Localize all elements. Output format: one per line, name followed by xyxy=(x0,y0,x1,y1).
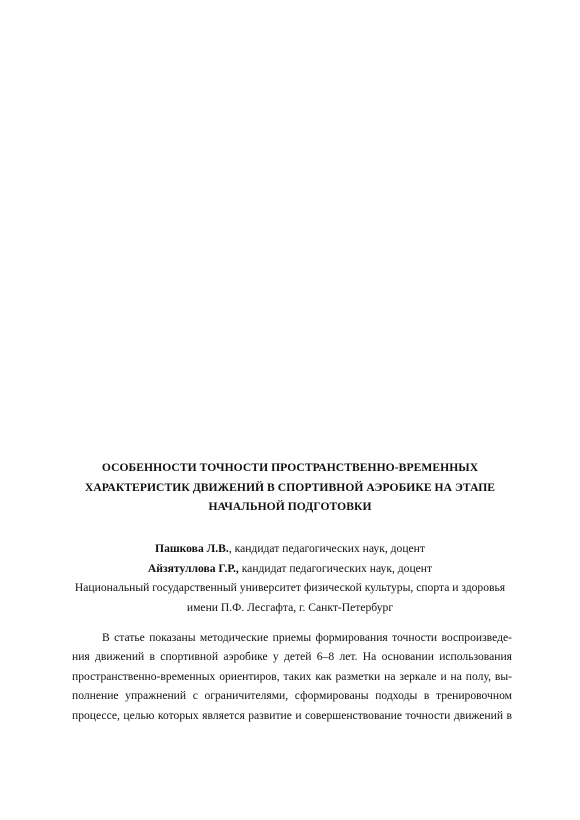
affiliation-line: Национальный государственный университет физической культуры, спорта и здоровья xyxy=(74,581,506,594)
abstract-line: пространственно-временных ориентиров, таких как разметки на зеркале и на полу, вы- xyxy=(72,669,512,683)
author-line xyxy=(40,559,540,579)
abstract-line: В статье показаны методические приемы формирования точности воспроизведе- xyxy=(102,631,512,644)
title-line: НАЧАЛЬНОЙ ПОДГОТОВКИ xyxy=(208,500,372,513)
abstract-line: процессе, целью которых является развитие и совершенствование точности движений в xyxy=(72,708,512,722)
author-role: кандидат педагогических наук, доцент xyxy=(238,561,433,575)
author-role: кандидат педагогических наук, доцент xyxy=(231,542,425,555)
author-name: Айзятуллова Г.Р., xyxy=(147,561,239,575)
author-line xyxy=(40,539,540,559)
abstract xyxy=(72,628,512,725)
author-block xyxy=(40,539,540,617)
author-separator: , xyxy=(228,542,232,555)
abstract-line: ния движений в спортивной аэробике у детей 6–8 лет. На основании использования xyxy=(72,650,512,664)
affiliation-line: имени П.Ф. Лесгафта, г. Санкт-Петербург xyxy=(186,600,394,614)
abstract-line: полнение упражнений с ограничителями, сформированы подходы в тренировочном xyxy=(72,689,512,703)
article-title xyxy=(60,458,520,517)
title-line: ОСОБЕННОСТИ ТОЧНОСТИ ПРОСТРАНСТВЕННО-ВРЕМЕННЫХ xyxy=(101,461,479,474)
author-name: Пашкова Л.В. xyxy=(155,542,229,555)
title-line: ХАРАКТЕРИСТИК ДВИЖЕНИЙ В СПОРТИВНОЙ АЭРОБИКЕ НА ЭТАПЕ xyxy=(84,480,496,494)
